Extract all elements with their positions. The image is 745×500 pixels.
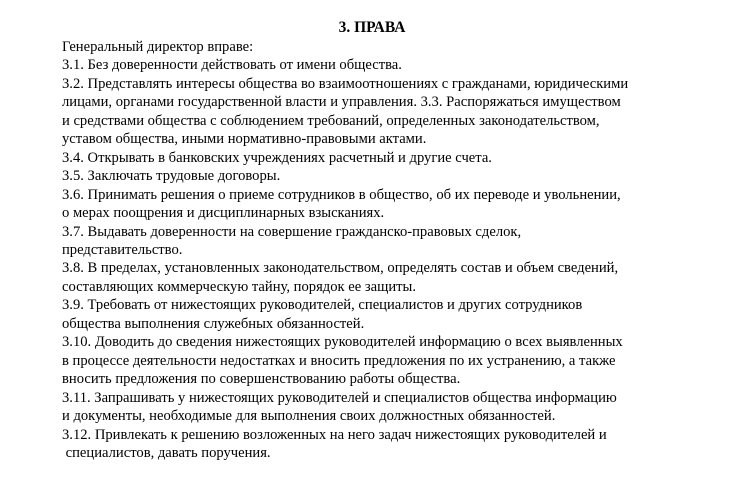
text-line: 3.1. Без доверенности действовать от имени общества. (62, 57, 402, 74)
text-line: 3.4. Открывать в банковских учреждениях расчетный и другие счета. (62, 149, 492, 166)
text-line: 3.7. Выдавать доверенности на совершение гражданско-правовых сделок, (62, 223, 522, 240)
text-line: 3.10. Доводить до сведения нижестоящих руководителей информацию о всех выявленных (62, 334, 623, 351)
text-line: Генеральный директор вправе: (62, 39, 254, 55)
text-line: о мерах поощрения и дисциплинарных взысканиях. (62, 205, 385, 222)
section-body (62, 38, 722, 462)
text-line: в процессе деятельности недостатках и вносить предложения по их устранению, а также (62, 352, 616, 369)
text-line: лицами, органами государственной власти и управления. 3.3. Распоряжаться имуществом (62, 94, 621, 111)
text-line: 3.11. Запрашивать у нижестоящих руководителей и специалистов общества информацию (62, 389, 617, 406)
text-line: 3.2. Представлять интересы общества во взаимоотношениях с гражданами, юридическими (62, 75, 629, 92)
text-line: вносить предложения по совершенствованию работы общества. (62, 371, 461, 388)
text-line: составляющих коммерческую тайну, порядок ее защиты. (62, 278, 416, 295)
text-line: и средствами общества с соблюдением требований, определенных законодательством, (62, 112, 600, 129)
text-line: представительство. (62, 241, 183, 258)
text-line: 3.9. Требовать от нижестоящих руководителей, специалистов и других сотрудников (62, 297, 583, 314)
text-line: уставом общества, иными нормативно-правовыми актами. (62, 131, 427, 148)
section-title: 3. ПРАВА (338, 19, 406, 36)
text-line: 3.12. Привлекать к решению возложенных на него задач нижестоящих руководителей и (62, 426, 607, 443)
text-line: 3.6. Принимать решения о приеме сотрудников в общество, об их переводе и увольнении, (62, 186, 621, 203)
text-line: общества выполнения служебных обязанностей. (62, 315, 365, 332)
text-line: и документы, необходимые для выполнения своих должностных обязанностей. (62, 408, 556, 425)
text-line: специалистов, давать поручения. (62, 444, 271, 461)
text-line: 3.5. Заключать трудовые договоры. (62, 168, 281, 185)
text-line: 3.8. В пределах, установленных законодательством, определять состав и объем сведений, (62, 260, 619, 277)
document-page (62, 18, 722, 462)
